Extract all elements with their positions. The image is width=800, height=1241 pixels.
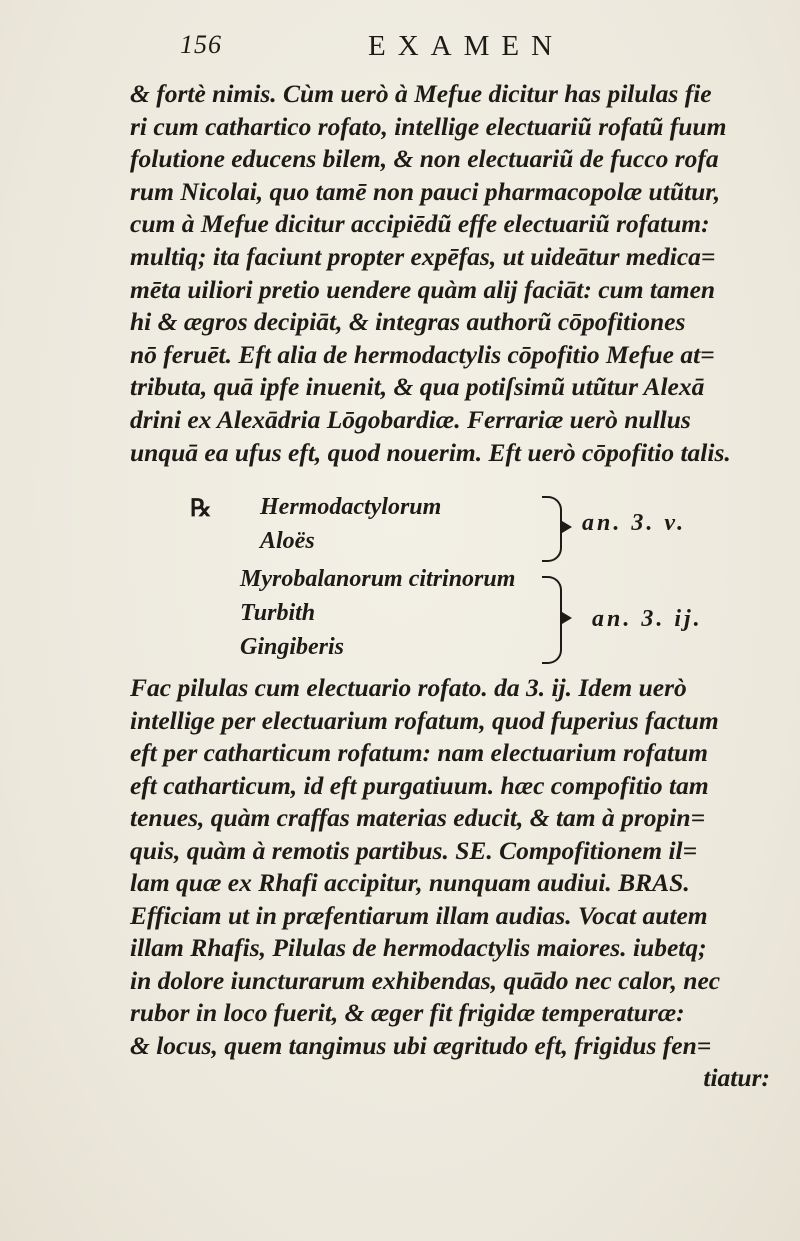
text-line: tiatur: <box>703 1063 770 1092</box>
text-line: eft per catharticum rofatum: nam electuarium rofatum <box>130 738 709 767</box>
text-line: unquā ea ufus eft, quod nouerim. Eft uerò cōpofitio talis. <box>130 437 731 467</box>
text-line: in dolore iuncturarum exhibendas, quādo nec calor, nec <box>130 965 721 995</box>
text-line: eft catharticum, id eft purgatiuum. hæc compofitio tam <box>130 770 709 800</box>
recipe-block <box>130 488 770 668</box>
recipe-symbol: ℞ <box>190 496 212 522</box>
text-line: quis, quàm à remotis partibus. SE. Compofitionem il= <box>130 835 698 865</box>
brace-pointer <box>562 612 572 624</box>
paragraph-2 <box>130 672 770 1095</box>
text-line: rubor in loco fuerit, & æger fit frigidæ temperaturæ: <box>130 998 685 1027</box>
text-line: illam Rhafis, Pilulas de hermodactylis maiores. iubetq; <box>130 933 707 962</box>
paragraph-1 <box>130 78 770 469</box>
text-line: rum Nicolai, quo tamē non pauci pharmacopolæ utũtur, <box>130 176 721 206</box>
text-line: mēta uiliori pretio uendere quàm alij faciāt: cum tamen <box>130 274 716 304</box>
brace-group-2 <box>542 576 562 664</box>
brace-pointer <box>562 521 572 533</box>
text-line: tenues, quàm craffas materias educit, & tam à propin= <box>130 803 706 832</box>
ingredient: Turbith <box>240 600 316 626</box>
page-number: 156 <box>180 30 222 59</box>
ingredient: Gingiberis <box>240 634 345 660</box>
text-line: intellige per electuarium rofatum, quod fuperius factum <box>130 705 719 735</box>
text-line: cum à Mefue dicitur accipiēdũ effe electuariũ rofatum: <box>130 209 710 239</box>
text-line: ri cum cathartico rofato, intellige electuariũ rofatũ fuum <box>130 111 727 141</box>
ingredient: Hermodactylorum <box>260 494 442 520</box>
text-line: & fortè nimis. Cùm uerò à Mefue dicitur has pilulas fie <box>130 79 712 108</box>
text-line: multiq; ita faciunt propter expēfas, ut uideātur medica= <box>130 241 716 271</box>
dose-group-1: an. 3. v. <box>582 510 687 536</box>
running-head: EXAMEN <box>368 30 565 62</box>
text-line: nō feruēt. Eft alia de hermodactylis cōpofitio Mefue at= <box>130 339 715 369</box>
text-line: Fac pilulas cum electuario rofato. da 3. ij. Idem uerò <box>130 673 687 702</box>
ingredient: Myrobalanorum citrinorum <box>240 566 516 592</box>
text-line: folutione educens bilem, & non electuariũ de fucco rofa <box>130 144 719 174</box>
text-line: & locus, quem tangimus ubi ægritudo eft, frigidus fen= <box>130 1030 712 1060</box>
brace-group-1 <box>542 496 562 562</box>
text-line: hi & ægros decipiāt, & integras authorũ cōpofitiones <box>130 307 686 337</box>
text-line: Efficiam ut in præfentiarum illam audias. Vocat autem <box>130 900 708 930</box>
text-line: tributa, quā ipfe inuenit, & qua potiſsimũ utũtur Alexā <box>130 372 705 402</box>
dose-group-2: an. 3. ij. <box>592 606 703 632</box>
text-line: drini ex Alexādria Lōgobardiæ. Ferrariæ uerò nullus <box>130 404 691 434</box>
page-header <box>180 30 780 70</box>
ingredient: Aloës <box>260 528 315 554</box>
text-line: lam quæ ex Rhafi accipitur, nunquam audiui. BRAS. <box>130 868 690 897</box>
